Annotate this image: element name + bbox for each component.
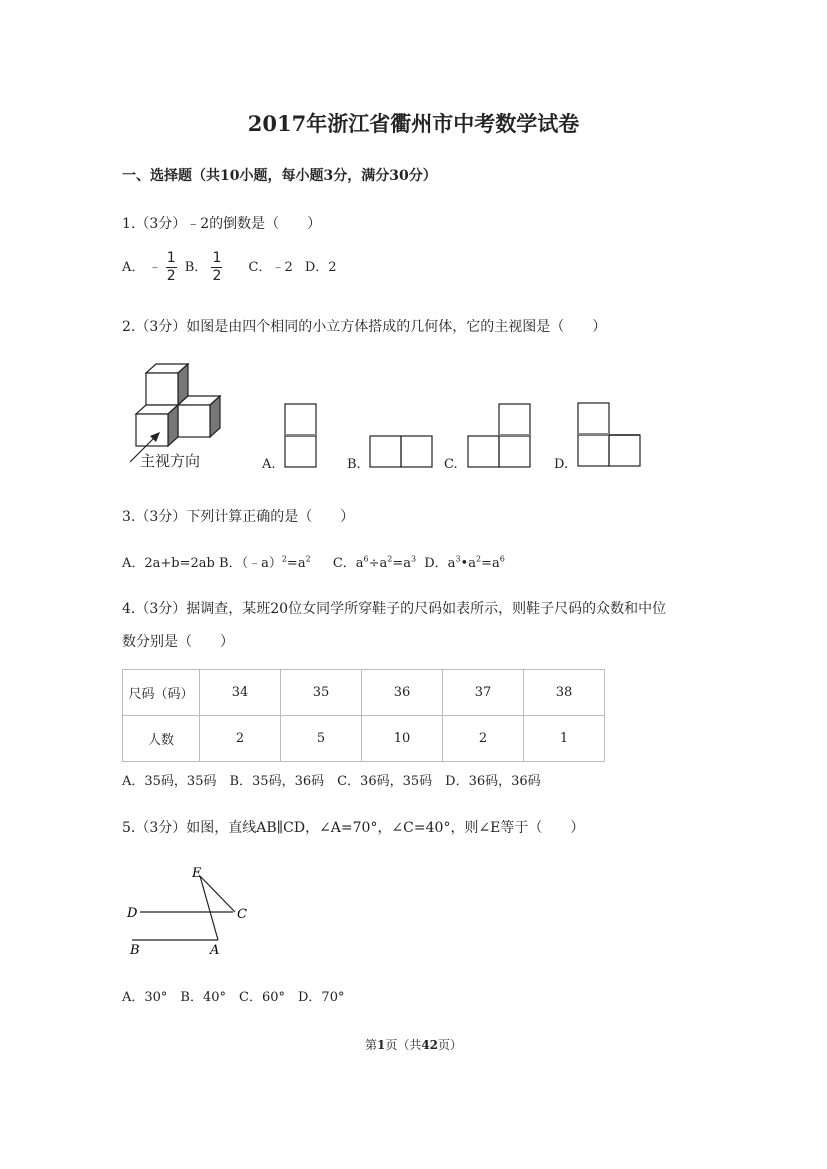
q2-option-a-figure	[284, 403, 318, 469]
cube-front-face	[146, 373, 178, 405]
table-cell: 10	[362, 716, 443, 762]
option-a-label: A．	[122, 260, 145, 275]
question-2-stem: 2.（3分）如图是由四个相同的小立方体搭成的几何体，它的主视图是（ ）	[122, 319, 607, 335]
table-header-size: 尺码（码）	[123, 670, 200, 716]
option-c: C．﹣2	[248, 260, 293, 275]
option-a-sign: ﹣	[148, 260, 162, 275]
table-row	[123, 670, 605, 716]
option-d: D．2	[304, 260, 337, 275]
option-a-fraction: $\frac{1}{2}$	[166, 250, 176, 284]
question-4-options: A．35码，35码 B．35码，36码 C．36码，35码 D．36码，36码	[122, 774, 541, 789]
table-cell: 1	[524, 716, 605, 762]
question-4-stem-line2: 数分别是（ ）	[122, 634, 234, 650]
question-5-stem: 5.（3分）如图，直线AB∥CD，∠A=70°，∠C=40°，则∠E等于（ ）	[122, 820, 585, 836]
q2-option-c-label: C.	[444, 457, 458, 472]
total-pages: 42	[421, 1038, 439, 1052]
question-5-options: A．30° B．40° C．60° D．70°	[122, 990, 345, 1005]
label-c: C	[237, 907, 247, 922]
table-cell: 2	[443, 716, 524, 762]
shoe-size-table	[122, 669, 605, 762]
page-footer: 第1页（共42页）	[364, 1038, 463, 1052]
q3-option-d: D．$a^3•a^2=a^6$	[424, 554, 505, 571]
question-3-options	[122, 552, 505, 571]
table-cell: 2	[200, 716, 281, 762]
table-cell: 35	[281, 670, 362, 716]
table-cell: 37	[443, 670, 524, 716]
table-cell: 38	[524, 670, 605, 716]
q2-option-b-figure	[369, 435, 434, 469]
q2-option-a-label: A.	[262, 457, 276, 472]
q2-option-d-figure	[577, 402, 642, 469]
cube-front-face	[136, 414, 168, 446]
table-cell: 34	[200, 670, 281, 716]
section-heading: 一、选择题（共10小题，每小题3分，满分30分）	[122, 168, 437, 184]
q3-option-b: B．$(﹣a)^2=a^2$	[219, 554, 311, 571]
q3-option-c: C．$a^6\div a^2=a^3$	[332, 554, 417, 571]
label-d: D	[127, 906, 138, 921]
q2-option-c-figure	[467, 403, 532, 469]
label-b: B	[130, 943, 140, 958]
question-4-stem-line1: 4.（3分）据调查，某班20位女同学所穿鞋子的尺码如表所示，则鞋子尺码的众数和中位	[122, 601, 667, 617]
document-title: 2017年浙江省衢州市中考数学试卷	[247, 111, 580, 136]
option-b-fraction: $\frac{1}{2}$	[212, 250, 222, 284]
label-a: A	[210, 943, 220, 958]
question-3-stem: 3.（3分）下列计算正确的是（ ）	[122, 509, 355, 525]
table-cell: 5	[281, 716, 362, 762]
question-1-options	[122, 250, 337, 285]
q2-option-d-label: D.	[554, 457, 569, 472]
q2-option-b-label: B.	[347, 457, 361, 472]
question-1-stem: 1.（3分）﹣2的倒数是（ ）	[122, 216, 322, 232]
table-header-count: 人数	[123, 716, 200, 762]
label-e: E	[192, 866, 202, 881]
current-page: 1	[376, 1038, 386, 1052]
cube-front-face	[178, 405, 210, 437]
table-row	[123, 716, 605, 762]
q3-option-a: A．2a+b=2ab	[122, 556, 215, 571]
view-direction-caption: 主视方向	[140, 452, 201, 470]
table-cell: 36	[362, 670, 443, 716]
parallel-lines-figure	[120, 862, 260, 962]
option-b-label: B．	[184, 260, 208, 275]
